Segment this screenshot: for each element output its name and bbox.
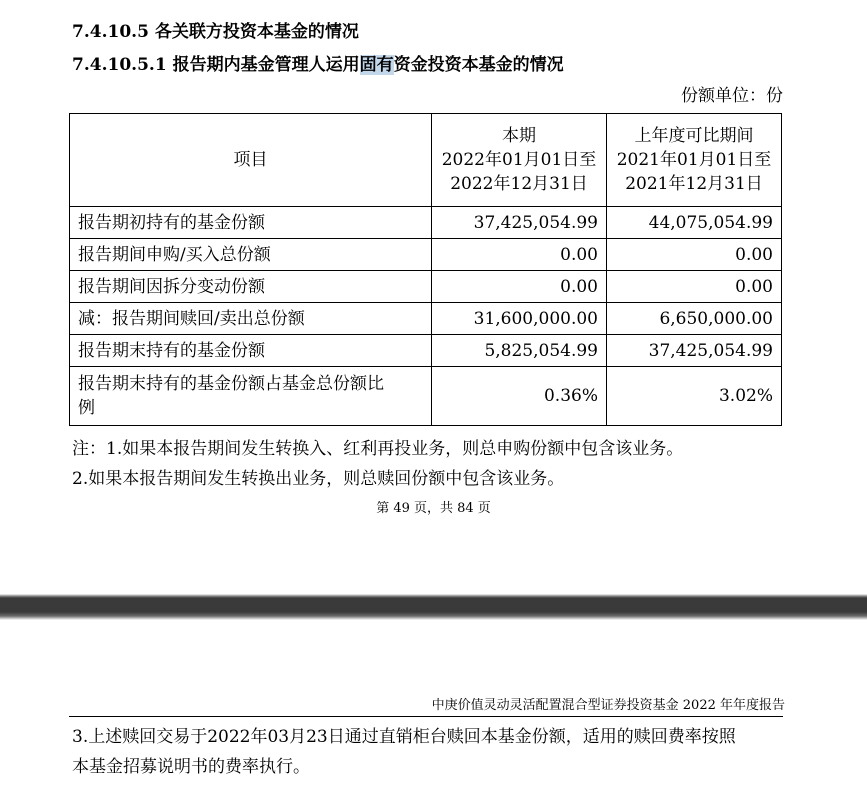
header-prior-period [607, 114, 782, 207]
page-separator [0, 580, 867, 620]
row-current-value: 5,825,054.99 [432, 335, 607, 367]
header-item: 项目 [70, 114, 432, 207]
row-label: 报告期间申购/买入总份额 [70, 239, 432, 271]
subsection-heading-part1: 7.4.10.5.1 报告期内基金管理人运用 [72, 55, 360, 75]
row-label: 报告期间因拆分变动份额 [70, 271, 432, 303]
row-label: 减：报告期间赎回/卖出总份额 [70, 303, 432, 335]
row-prior-value: 0.00 [607, 271, 782, 303]
row-label [70, 367, 432, 426]
table-row [70, 239, 782, 271]
row-prior-value: 37,425,054.99 [607, 335, 782, 367]
row-label-line2: 例 [78, 398, 95, 418]
table-row [70, 367, 782, 426]
row-label-line1: 报告期末持有的基金份额占基金总份额比 [78, 374, 384, 394]
paragraph-3-line2: 本基金招募说明书的费率执行。 [72, 757, 310, 777]
row-current-value: 37,425,054.99 [432, 207, 607, 239]
header-prior-start: 2021年01月01日至 [616, 150, 772, 170]
table-row [70, 207, 782, 239]
row-prior-value: 44,075,054.99 [607, 207, 782, 239]
note-2: 2.如果本报告期间发生转换出业务，则总赎回份额中包含该业务。 [72, 469, 565, 489]
selected-text-highlight[interactable]: 固有 [359, 55, 394, 75]
header-prior-title: 上年度可比期间 [634, 126, 754, 146]
row-current-value: 0.00 [432, 239, 607, 271]
row-current-value: 0.00 [432, 271, 607, 303]
table-row [70, 303, 782, 335]
unit-label: 份额单位：份 [681, 86, 783, 106]
header-current-period [432, 114, 607, 207]
header-current-start: 2022年01月01日至 [441, 150, 597, 170]
page-number: 第 49 页，共 84 页 [376, 501, 491, 516]
row-current-value: 31,600,000.00 [432, 303, 607, 335]
header-current-end: 2022年12月31日 [450, 174, 588, 194]
table-row [70, 335, 782, 367]
header-current-title: 本期 [502, 126, 536, 146]
header-prior-end: 2021年12月31日 [625, 174, 763, 194]
row-label: 报告期初持有的基金份额 [70, 207, 432, 239]
note-1: 注：1.如果本报告期间发生转换入、红利再投业务，则总申购份额中包含该业务。 [72, 439, 684, 459]
subsection-heading-part2: 资金投资本基金的情况 [393, 55, 564, 75]
row-prior-value: 6,650,000.00 [607, 303, 782, 335]
paragraph-3-line1: 3.上述赎回交易于2022年03月23日通过直销柜台赎回本基金份额，适用的赎回费率按照 [72, 727, 736, 747]
running-header: 中庚价值灵动灵活配置混合型证券投资基金 2022 年年度报告 [431, 698, 785, 713]
section-heading: 7.4.10.5 各关联方投资本基金的情况 [72, 22, 359, 42]
table-row [70, 271, 782, 303]
holdings-table [69, 113, 782, 426]
row-current-value: 0.36% [432, 367, 607, 426]
header-rule [69, 716, 783, 717]
row-prior-value: 0.00 [607, 239, 782, 271]
table-header-row [70, 114, 782, 207]
row-label: 报告期末持有的基金份额 [70, 335, 432, 367]
row-prior-value: 3.02% [607, 367, 782, 426]
subsection-heading [72, 53, 564, 77]
